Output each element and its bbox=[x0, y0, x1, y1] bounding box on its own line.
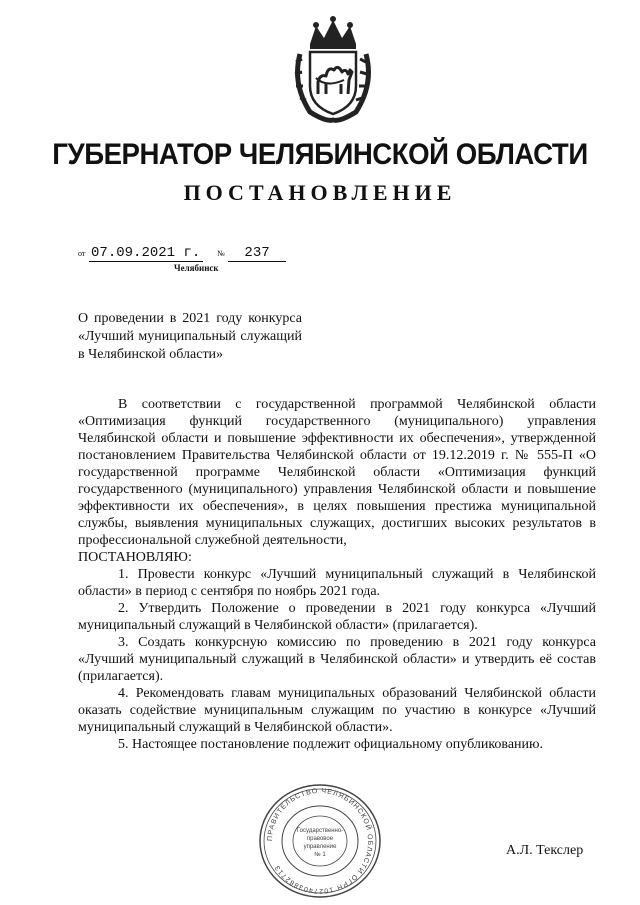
number-label: № bbox=[217, 249, 225, 258]
document-body bbox=[78, 396, 596, 753]
list-item: 1. Провести конкурс «Лучший муниципальный служащий в Челябинской области» в период с сентября по ноябрь 2021 года. bbox=[78, 567, 596, 599]
stamp-line: № 1 bbox=[314, 852, 326, 858]
city-label: Челябинск bbox=[174, 263, 219, 273]
decree-heading: ПОСТАНОВЛЯЮ: bbox=[78, 550, 192, 565]
signature-name: А.Л. Текслер bbox=[506, 843, 584, 858]
document-type: ПОСТАНОВЛЕНИЕ bbox=[183, 180, 457, 205]
date-field: 07.09.2021 г. bbox=[89, 245, 203, 262]
list-item: 3. Создать конкурсную комиссию по проведению в 2021 году конкурса «Лучший муниципальный служащий в Челябинской области» и утвердить её состав (прилагается). bbox=[78, 635, 596, 684]
stamp-line: правовое bbox=[306, 836, 334, 842]
page-title: ГУБЕРНАТОР ЧЕЛЯБИНСКОЙ ОБЛАСТИ bbox=[52, 138, 588, 171]
date-label: от bbox=[78, 249, 86, 258]
number-field: 237 bbox=[228, 245, 286, 262]
stamp-line: управление bbox=[303, 844, 337, 850]
date-number-line bbox=[78, 244, 286, 262]
list-item: 4. Рекомендовать главам муниципальных образований Челябинской области оказать содействие муниципальным служащим по участию в конкурсе «Лучший муниципальный служащий в Челябинской области». bbox=[78, 686, 596, 735]
stamp-ring-text: ПРАВИТЕЛЬСТВО ЧЕЛЯБИНСКОЙ ОБЛАСТИ ОГРН 1027403882713 bbox=[266, 787, 374, 895]
coat-of-arms-icon bbox=[286, 14, 380, 124]
list-item: 2. Утвердить Положение о проведении в 2021 году конкурса «Лучший муниципальный служащий в Челябинской области» (прилагается). bbox=[78, 601, 596, 633]
preamble: В соответствии с государственной программой Челябинской области «Оптимизация функций государственного (муниципального) управления Челябинской области и повышение эффективности их обеспечения», утвержденной постановлением Правительства Челябинской области от 19.12.2019 г. № 555-П «О государственной программе Челябинской области «Оптимизация функций государственного (муниципального) управления Челябинской области и повышение эффективности их обеспечения», в целях повышения престижа муниципальной службы, выявления муниципальных служащих, достигших высоких результатов в профессиональной служебной деятельности, bbox=[78, 397, 596, 548]
official-stamp bbox=[256, 782, 384, 900]
stamp-line: Государственно- bbox=[296, 828, 344, 834]
list-item: 5. Настоящее постановление подлежит официальному опубликованию. bbox=[118, 737, 543, 752]
document-subject: О проведении в 2021 году конкурса «Лучший муниципальный служащий в Челябинской области» bbox=[78, 311, 302, 362]
